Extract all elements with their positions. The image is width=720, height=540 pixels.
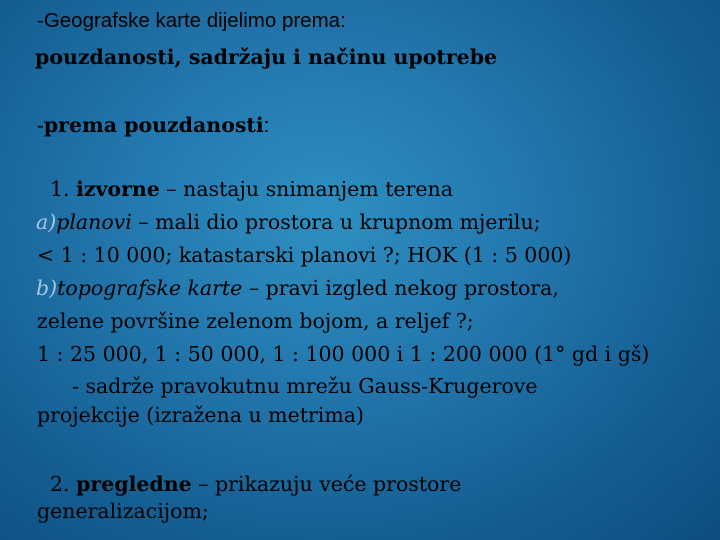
item-1b-line-2 xyxy=(37,309,474,333)
item-2-text-2: generalizacijom; xyxy=(37,499,209,523)
item-1b-description: – pravi izgled nekog prostora, xyxy=(242,276,559,300)
item-1a xyxy=(36,210,541,234)
item-1b-term: topografske karte xyxy=(57,276,243,300)
item-1b-text-5: projekcije (izražena u metrima) xyxy=(37,403,365,427)
item-1 xyxy=(50,177,453,201)
item-1b-line-4 xyxy=(72,374,538,398)
section-colon: : xyxy=(263,114,270,137)
item-2-description: – prikazuju veće prostore xyxy=(191,472,462,496)
item-2-term: pregledne xyxy=(76,472,192,496)
item-1a-description: – mali dio prostora u krupnom mjerilu; xyxy=(131,210,541,234)
item-1b-scales: 1 : 25 000, 1 : 50 000, 1 : 100 000 i 1 : 200 000 (1° gd i gš) xyxy=(37,342,650,366)
item-1a-line-2 xyxy=(37,243,571,267)
item-1b-marker: b) xyxy=(36,276,58,300)
item-1a-marker: a) xyxy=(36,210,57,234)
item-1b xyxy=(36,276,559,300)
item-2-line-2 xyxy=(37,499,209,523)
header-line-1 xyxy=(37,9,346,33)
section-heading xyxy=(37,113,269,138)
item-1b-line-5 xyxy=(37,403,364,427)
item-1b-text-2: zelene površine zelenom bojom, a reljef ?; xyxy=(37,309,474,333)
header-line-2 xyxy=(35,45,497,69)
item-1b-text-4: - sadrže pravokutnu mrežu Gauss-Krugerove xyxy=(72,374,538,398)
item-2 xyxy=(50,472,461,496)
header-text: -Geografske karte dijelimo prema: xyxy=(37,9,346,32)
item-1a-scale: < 1 : 10 000; katastarski planovi ?; HOK (1 : 5 000) xyxy=(37,243,572,267)
section-title: prema pouzdanosti xyxy=(43,113,264,137)
item-2-number: 2. xyxy=(50,472,77,496)
header-subtitle: pouzdanosti, sadržaju i načinu upotrebe xyxy=(35,45,498,69)
item-1-number: 1. xyxy=(50,177,77,201)
item-1b-line-3 xyxy=(37,342,649,366)
item-1-description: – nastaju snimanjem terena xyxy=(159,177,453,201)
item-1a-term: planovi xyxy=(56,210,132,234)
section-dash: - xyxy=(37,114,44,137)
item-1-term: izvorne xyxy=(76,177,160,201)
